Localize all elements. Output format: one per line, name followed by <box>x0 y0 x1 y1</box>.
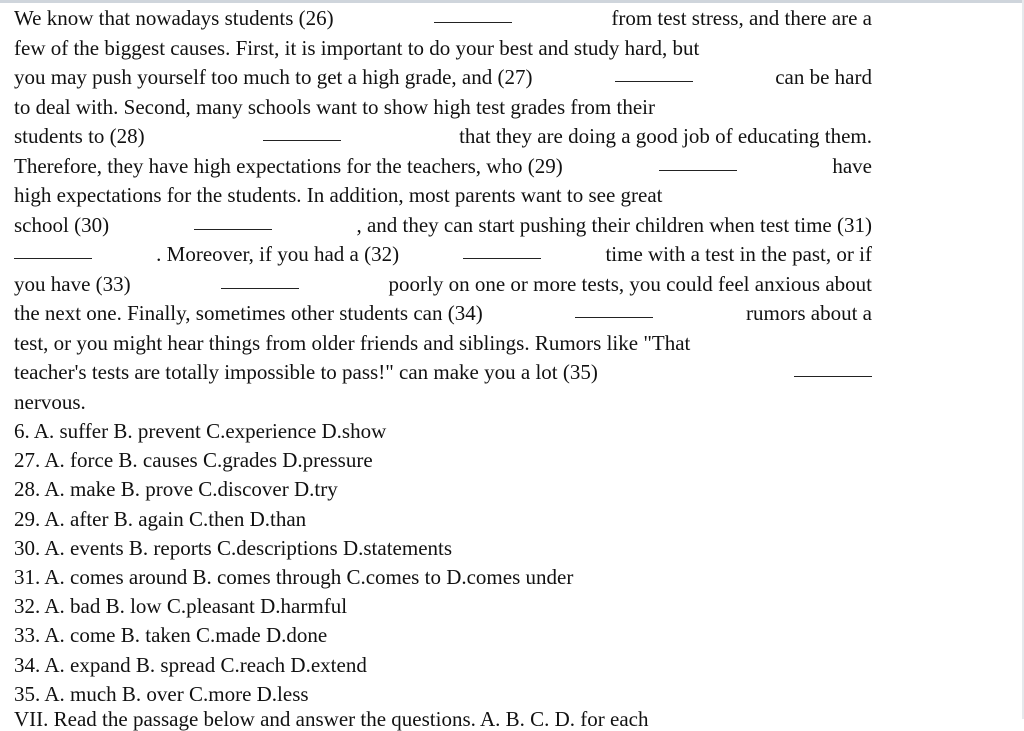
passage-text: test, or you might hear things from older friends and siblings. Rumors like "That <box>14 330 691 355</box>
passage-text: have <box>832 153 872 178</box>
passage-line <box>14 270 872 300</box>
passage-text: that they are doing a good job of educating them. <box>459 124 872 148</box>
answer-blank <box>434 4 512 23</box>
question-item: 28. A. make B. prove C.discover D.try <box>14 477 338 502</box>
passage-text: to deal with. Second, many schools want to show high test grades from their <box>14 94 655 119</box>
passage-text: you may push yourself too much to get a high grade, and (27) <box>14 65 533 89</box>
question-list <box>14 417 872 709</box>
passage-text: can be hard <box>775 65 872 89</box>
passage-text: We know that nowadays students (26) <box>14 6 334 30</box>
passage-text: few of the biggest causes. First, it is important to do your best and study hard, but <box>14 35 700 60</box>
question-item: 33. A. come B. taken C.made D.done <box>14 623 328 648</box>
passage-line <box>14 122 872 152</box>
answer-blank <box>263 122 341 141</box>
passage-line <box>14 358 872 388</box>
passage-text: Therefore, they have high expectations for the teachers, who (29) <box>14 153 563 178</box>
question-item: 27. A. force B. causes C.grades D.pressure <box>14 448 373 473</box>
passage-text: . Moreover, if you had a (32) <box>156 242 400 266</box>
answer-blank <box>463 240 541 259</box>
passage-line <box>14 63 872 93</box>
passage-line <box>14 93 872 123</box>
passage-text: poorly on one or more tests, you could feel anxious about <box>388 271 872 296</box>
document <box>14 4 872 709</box>
passage-text: rumors about a <box>746 301 872 325</box>
passage-line <box>14 329 872 359</box>
answer-blank <box>221 270 299 289</box>
passage-text: nervous. <box>14 389 86 414</box>
question-item: 6. A. suffer B. prevent C.experience D.show <box>14 419 387 443</box>
cloze-passage <box>14 4 872 417</box>
passage-text: teacher's tests are totally impossible to pass!" can make you a lot (35) <box>14 360 598 384</box>
answer-blank <box>659 152 737 171</box>
question-item: 32. A. bad B. low C.pleasant D.harmful <box>14 594 348 619</box>
answer-blank <box>575 299 653 318</box>
question-item: 30. A. events B. reports C.descriptions D.statements <box>14 535 453 560</box>
passage-text: you have (33) <box>14 271 131 296</box>
passage-line <box>14 34 872 64</box>
question-item: 34. A. expand B. spread C.reach D.extend <box>14 652 367 677</box>
answer-blank <box>194 211 272 230</box>
cutoff-next-section: VII. Read the passage below and answer the questions. A. B. C. D. for each <box>14 707 649 731</box>
passage-text: time with a test in the past, or if <box>605 242 872 266</box>
passage-line <box>14 299 872 329</box>
top-border <box>0 0 1024 3</box>
question-item: 35. A. much B. over C.more D.less <box>14 681 309 706</box>
passage-text: students to (28) <box>14 124 145 148</box>
passage-text: high expectations for the students. In addition, most parents want to see great <box>14 183 663 207</box>
passage-line <box>14 181 872 211</box>
question-item: 31. A. comes around B. comes through C.comes to D.comes under <box>14 564 574 589</box>
answer-blank <box>615 63 693 82</box>
passage-text: school (30) <box>14 212 110 237</box>
passage-line <box>14 211 872 241</box>
passage-text: from test stress, and there are a <box>611 6 872 30</box>
passage-line <box>14 388 872 418</box>
passage-line <box>14 4 872 34</box>
passage-text: the next one. Finally, sometimes other students can (34) <box>14 301 483 325</box>
question-item: 29. A. after B. again C.then D.than <box>14 506 307 531</box>
passage-line <box>14 240 872 270</box>
passage-text: , and they can start pushing their children when test time (31) <box>356 212 872 237</box>
passage-line <box>14 152 872 182</box>
answer-blank <box>14 240 92 259</box>
answer-blank <box>794 358 872 377</box>
